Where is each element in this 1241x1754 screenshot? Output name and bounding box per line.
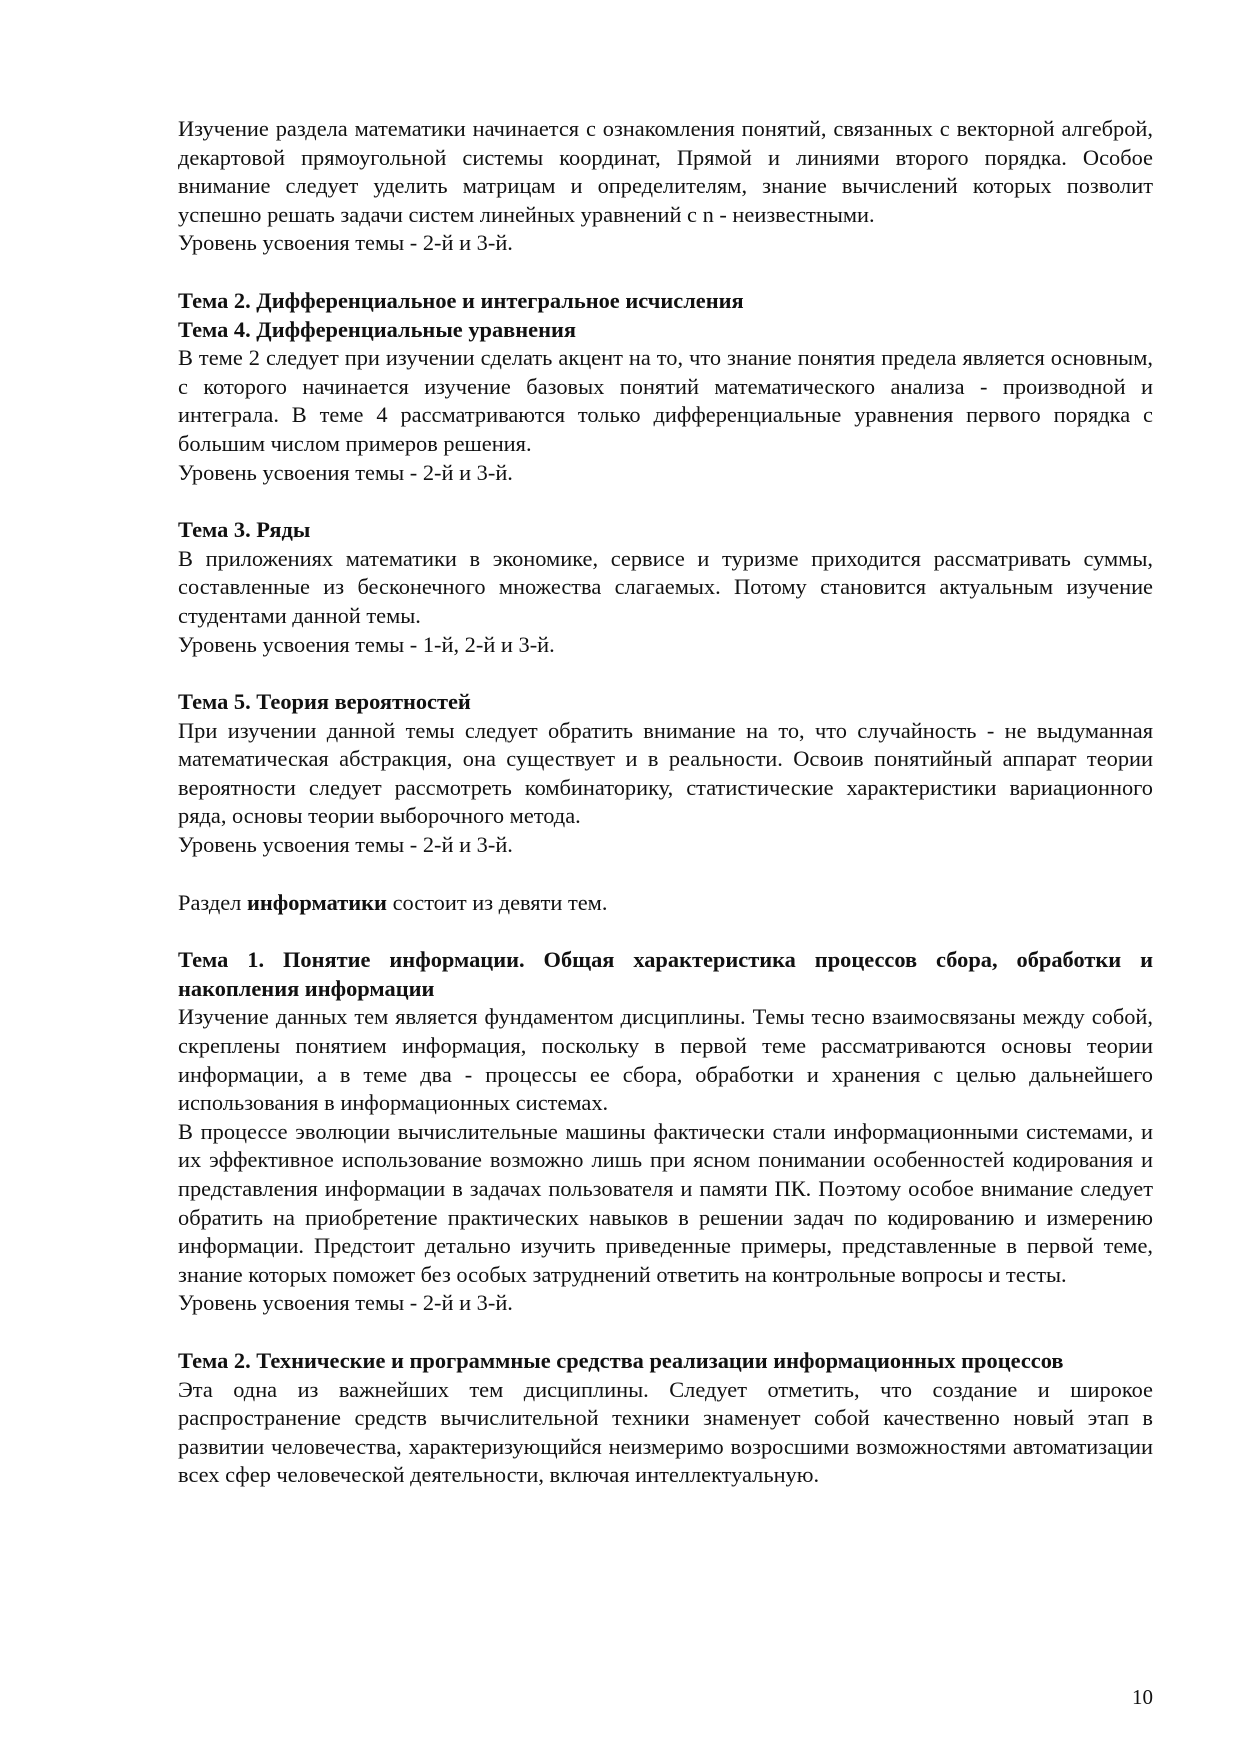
topic-2-heading: Тема 2. Дифференциальное и интегральное исчисления [178,287,744,313]
topic-3-paragraph: В приложениях математики в экономике, сервисе и туризме приходится рассматривать суммы, составленные из бесконечного множества слагаемых. Потому становится актуальным изучение студентами данной темы. [178,545,1153,628]
spacer [178,258,1153,287]
inf-topic-2-heading: Тема 2. Технические и программные средства реализации информационных процессов [178,1347,1064,1373]
spacer [178,917,1153,946]
spacer [178,860,1153,889]
topic-5-heading: Тема 5. Теория вероятностей [178,689,471,715]
page-number: 10 [1132,1685,1153,1709]
inf-topic-1-paragraph-1: Изучение данных тем является фундаментом дисциплины. Темы тесно взаимосвязаны между собой, скреплены понятием информация, поскольку в первой теме рассматриваются основы теории информации, а в теме два - процессы ее сбора, обработки и хранения с целью дальнейшего использования в информационных системах. [178,1004,1153,1116]
spacer [178,1318,1153,1347]
inf-topic-2-paragraph: Эта одна из важнейших тем дисциплины. Следует отметить, что создание и широкое распространение средств вычислительной техники знаменует собой качественно новый этап в развитии человечества, характеризующийся неизмеримо возросшими возможностями автоматизации всех сфер человеческой деятельности, включая интеллектуальную. [178,1376,1153,1488]
topic-2-4-paragraph: В теме 2 следует при изучении сделать акцент на то, что знание понятия предела является основным, с которого начинается изучение базовых понятий математического анализа - производной и интеграла. В теме 4 рассматриваются только дифференциальные уравнения первого порядка с большим числом примеров решения. [178,345,1153,456]
spacer [178,659,1153,688]
intro-paragraph: Изучение раздела математики начинается с ознакомления понятий, связанных с векторной алгеброй, декартовой прямоугольной системы координат, Прямой и линиями второго порядка. Особое внимание следует уделить матрицам и определителям, знание вычислений которых позволит успешно решать задачи систем линейных уравнений с n - неизвестными. [178,116,1153,227]
inf-topic-1-paragraph-2: В процессе эволюции вычислительные машины фактически стали информационными системами, и их эффективное использование возможно лишь при ясном понимании особенностей кодирования и представления информации в задачах пользователя и памяти ПК. Поэтому особое внимание следует обратить на приобретение практических навыков в решении задач по кодированию и измерению информации. Предстоит детально изучить приведенные примеры, представленные в первой теме, знание которых поможет без особых затруднений ответить на контрольные вопросы и тесты. [178,1118,1153,1287]
topic-3-level: Уровень усвоения темы - 1-й, 2-й и 3-й. [178,631,555,657]
inf-topic-1-heading: Тема 1. Понятие информации. Общая характеристика процессов сбора, обработки и накопления информации [178,947,1153,1001]
informatics-intro-bold: информатики [246,889,387,915]
document-page [178,115,1153,1490]
topic-5-paragraph: При изучении данной темы следует обратить внимание на то, что случайность - не выдуманная математическая абстракция, она существует и в реальности. Освоив понятийный аппарат теории вероятности следует рассмотреть комбинаторику, статистические характеристики вариационного ряда, основы теории выборочного метода. [178,717,1153,829]
spacer [178,487,1153,516]
informatics-intro [178,889,1153,918]
informatics-intro-suffix: состоит из девяти тем. [386,889,608,915]
topic-2-4-level: Уровень усвоения темы - 2-й и 3-й. [178,459,513,485]
topic-3-heading: Тема 3. Ряды [178,517,311,543]
intro-level: Уровень усвоения темы - 2-й и 3-й. [178,230,513,256]
informatics-intro-prefix: Раздел [178,889,247,915]
topic-5-level: Уровень усвоения темы - 2-й и 3-й. [178,832,513,858]
inf-topic-1-level: Уровень усвоения темы - 2-й и 3-й. [178,1290,513,1316]
topic-4-heading: Тема 4. Дифференциальные уравнения [178,316,577,342]
